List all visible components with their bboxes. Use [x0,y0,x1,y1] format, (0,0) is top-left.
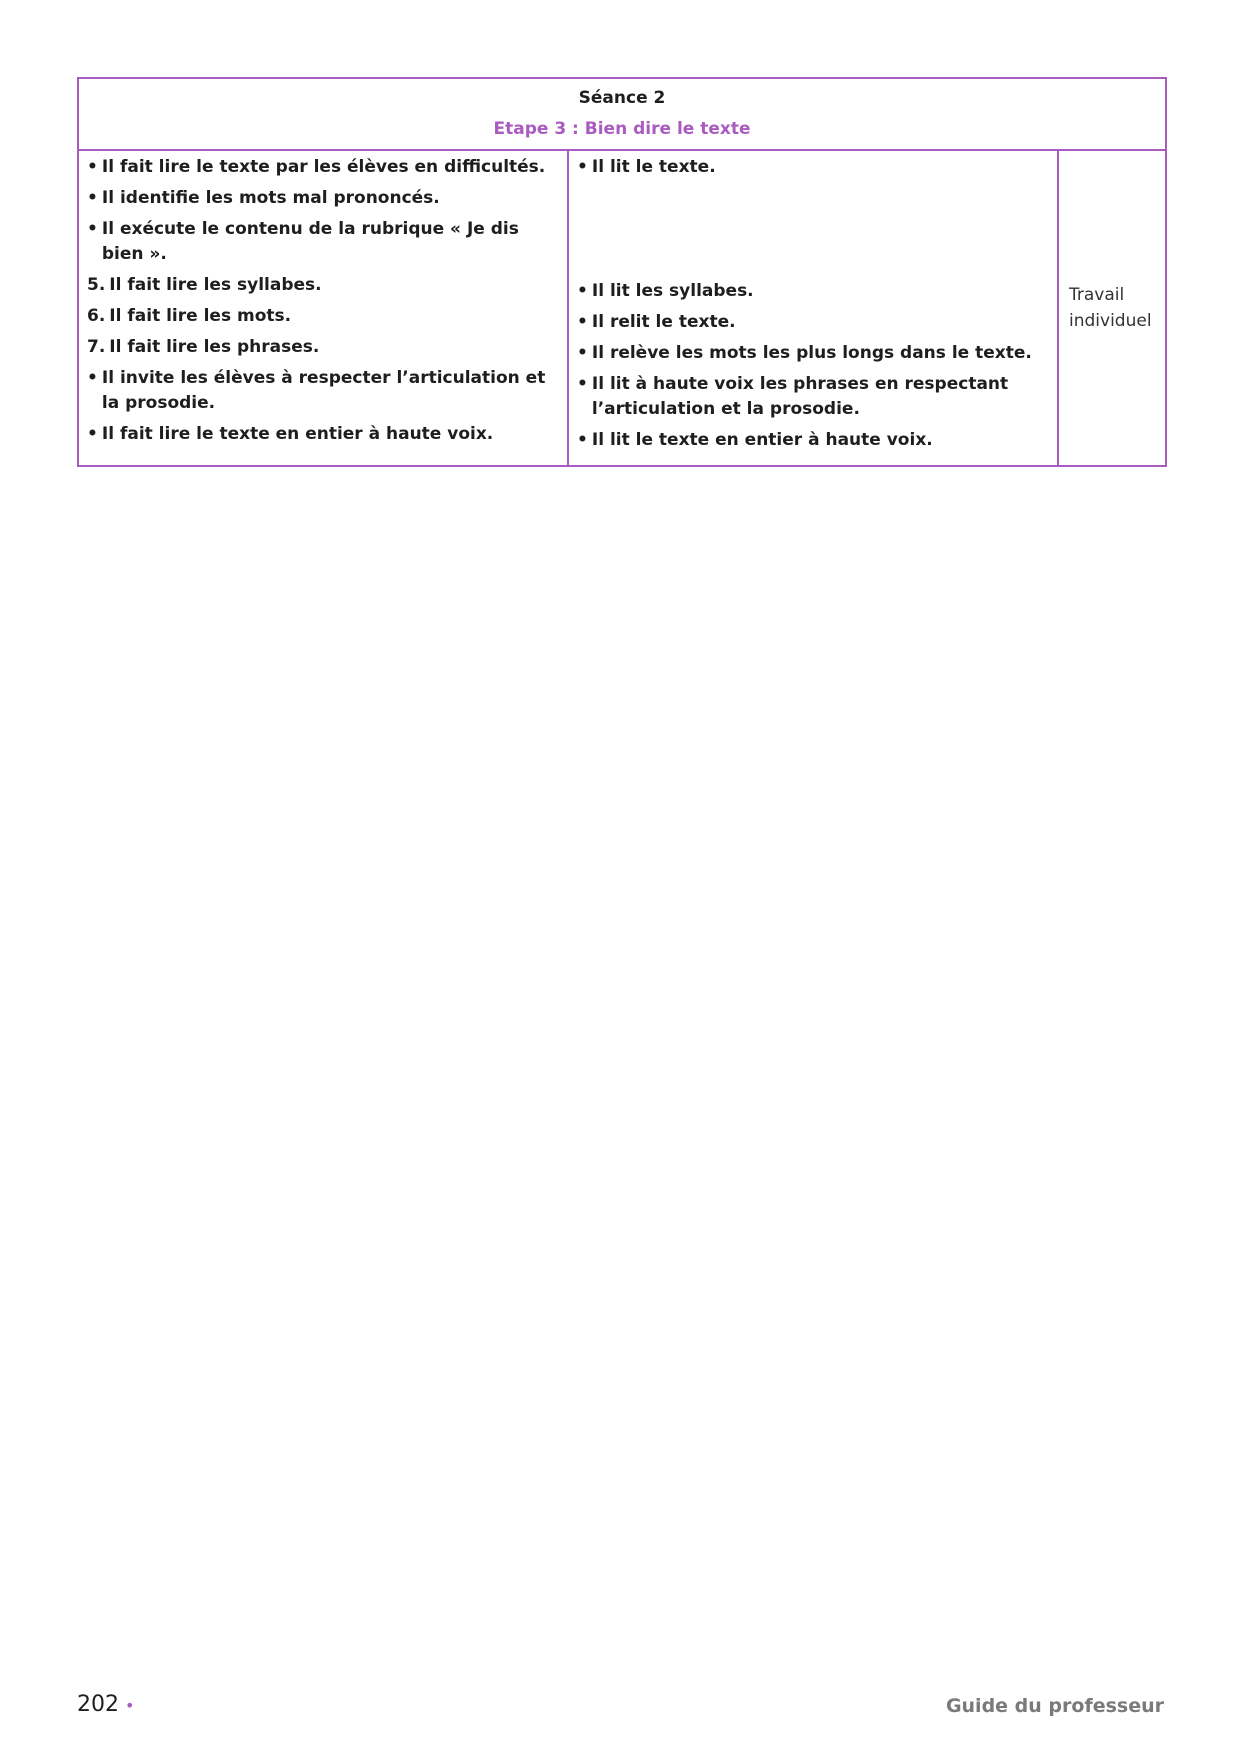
student-item [577,155,1049,180]
teacher-activities-column [79,151,569,465]
teacher-item-text: Il fait lire le texte en entier à haute voix. [101,424,494,444]
bullet-marker: • [577,312,588,332]
teacher-item [87,366,559,416]
bullet-marker: • [577,281,588,301]
bullet-marker: • [577,343,588,363]
bullet-marker: • [577,157,588,177]
teacher-item-text: Il fait lire les mots. [109,306,292,326]
teacher-item [87,186,559,211]
footer-separator-icon: • [125,1696,135,1715]
student-item [577,372,1049,422]
bullet-marker: • [87,219,98,239]
student-item [577,428,1049,453]
student-item [577,279,1049,304]
student-item-text: Il lit le texte. [591,157,716,177]
student-item-text: Il lit les syllabes. [591,281,754,301]
number-marker: 7. [87,337,106,357]
page-number-text: 202 [77,1692,119,1717]
page-number [77,1692,134,1717]
teacher-item [87,155,559,180]
student-item-text: Il relit le texte. [591,312,736,332]
teacher-item-text: Il invite les élèves à respecter l’articulation et la prosodie. [101,368,546,413]
teacher-item-text: Il fait lire les phrases. [109,337,320,357]
bullet-marker: • [87,424,98,444]
column-spacer [577,186,1049,279]
step-title: Etape 3 : Bien dire le texte [493,119,751,139]
teacher-item [87,422,559,447]
student-item-text: Il relève les mots les plus longs dans le texte. [591,343,1032,363]
number-marker: 5. [87,275,106,295]
teacher-item [87,273,559,298]
session-title: Séance 2 [578,88,666,108]
bullet-marker: • [577,374,588,394]
work-mode-column [1059,151,1165,465]
bullet-marker: • [577,430,588,450]
student-item-text: Il lit le texte en entier à haute voix. [591,430,933,450]
teacher-item-text: Il fait lire le texte par les élèves en difficultés. [101,157,546,177]
teacher-item-text: Il exécute le contenu de la rubrique « Je dis bien ». [101,219,519,264]
student-item [577,341,1049,366]
bullet-marker: • [87,188,98,208]
teacher-item [87,304,559,329]
student-item-text: Il lit à haute voix les phrases en respectant l’articulation et la prosodie. [591,374,1009,419]
teacher-item [87,217,559,267]
lesson-table [77,77,1167,467]
teacher-item-text: Il fait lire les syllabes. [109,275,322,295]
teacher-item-text: Il identifie les mots mal prononcés. [101,188,440,208]
book-title: Guide du professeur [945,1695,1164,1717]
table-header [79,79,1165,151]
work-mode-text: Travail individuel [1069,285,1152,331]
bullet-marker: • [87,157,98,177]
student-activities-column [569,151,1059,465]
teacher-item [87,335,559,360]
student-item [577,310,1049,335]
bullet-marker: • [87,368,98,388]
table-body [79,151,1165,465]
number-marker: 6. [87,306,106,326]
